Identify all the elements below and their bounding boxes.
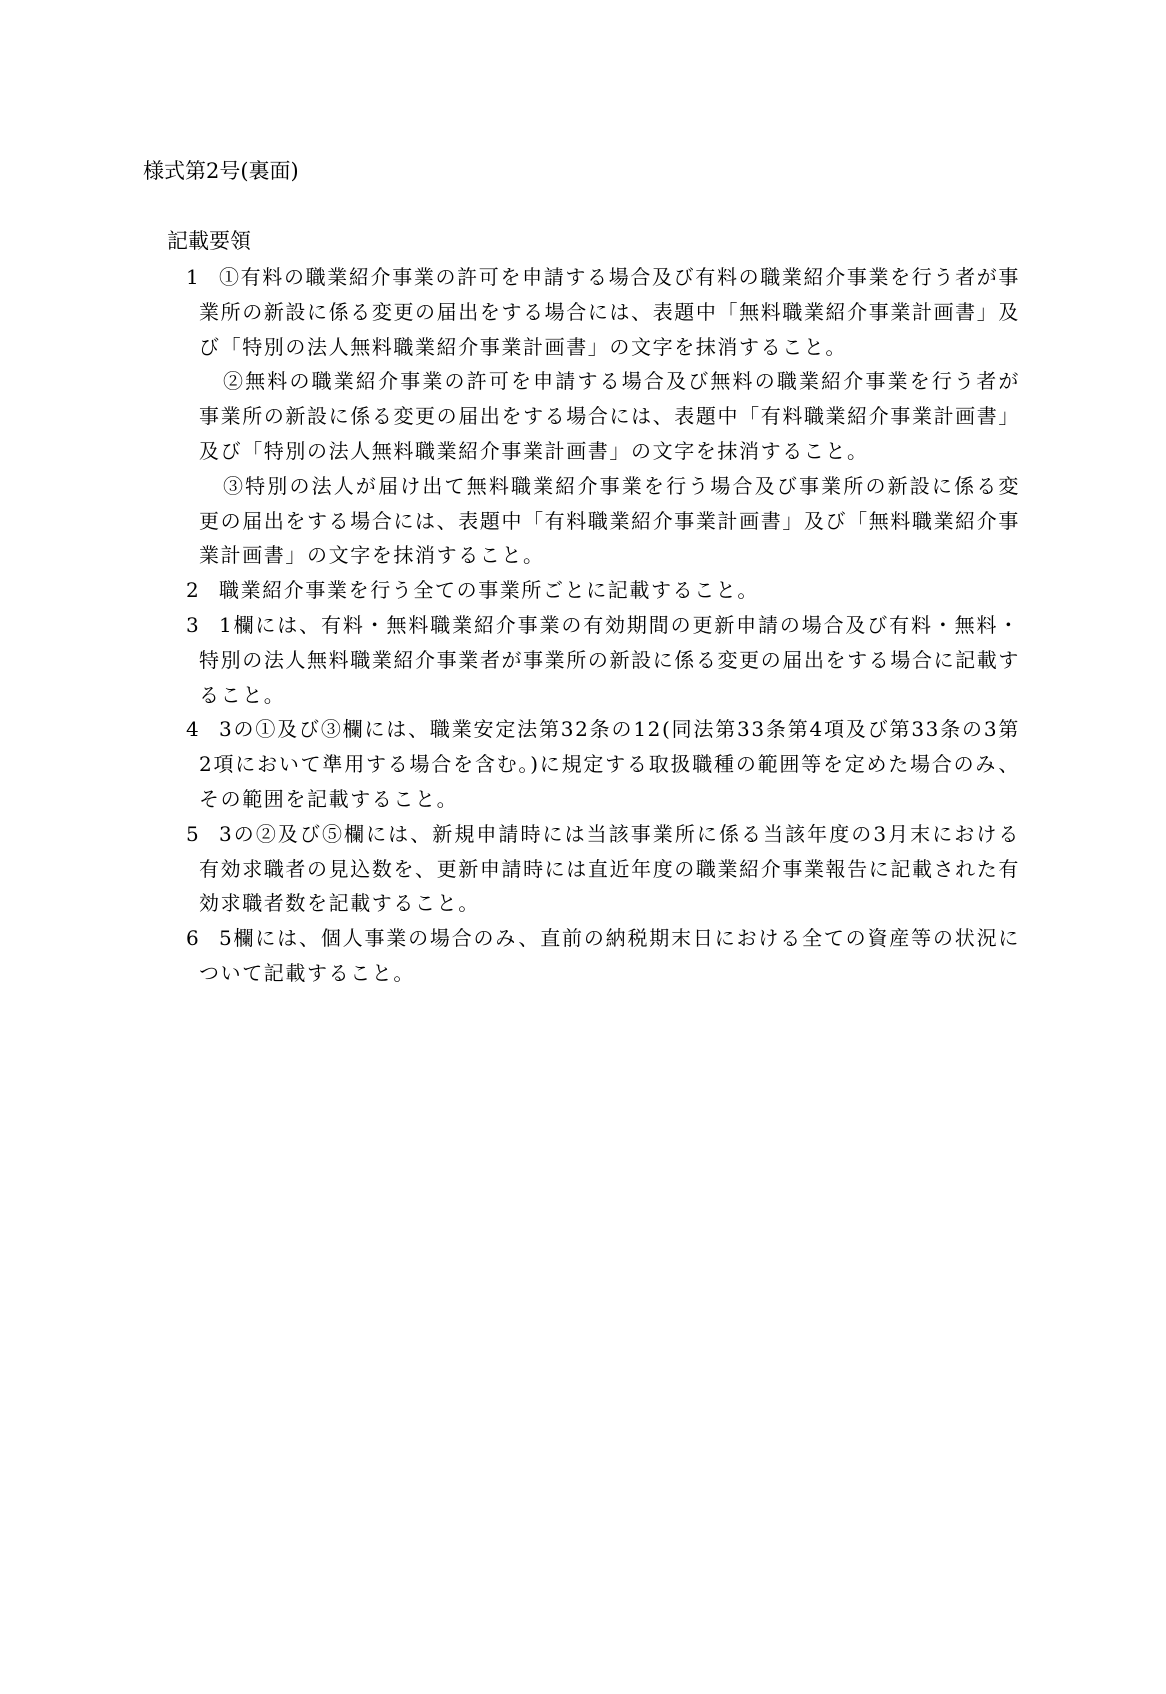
instruction-item-6: [186, 921, 1020, 991]
item-number: 2: [186, 578, 201, 603]
item-paragraph: ②無料の職業紹介事業の許可を申請する場合及び無料の職業紹介事業を行う者が事業所の新設に係る変更の届出をする場合には、表題中「有料職業紹介事業計画書」及び「特別の法人無料職業紹介事業計画書」の文字を抹消すること。: [199, 369, 1020, 463]
item-number: 4: [186, 717, 201, 742]
instruction-item-3: [186, 608, 1020, 712]
item-body: [199, 608, 1020, 712]
item-body: [199, 712, 1020, 816]
form-number-label: 様式第2号(裏面): [143, 159, 299, 183]
instruction-item-1: [186, 260, 1020, 573]
instruction-item-5: [186, 817, 1020, 921]
instruction-item-4: [186, 712, 1020, 816]
item-body: [199, 573, 1020, 608]
section-heading: 記載要領: [167, 229, 251, 253]
instruction-item-2: [186, 573, 1020, 608]
item-paragraph: 職業紹介事業を行う全ての事業所ごとに記載すること。: [219, 578, 759, 603]
item-number: 1: [186, 265, 201, 289]
item-body: [199, 921, 1020, 991]
item-paragraph: 3の①及び③欄には、職業安定法第32条の12(同法第33条第4項及び第33条の3第2項において準用する場合を含む。)に規定する取扱職種の範囲等を定めた場合のみ、その範囲を記載すること。: [199, 717, 1020, 811]
item-paragraph: ③特別の法人が届け出て無料職業紹介事業を行う場合及び事業所の新設に係る変更の届出をする場合には、表題中「有料職業紹介事業計画書」及び「無料職業紹介事業計画書」の文字を抹消すること。: [199, 473, 1020, 568]
item-paragraph: 1欄には、有料・無料職業紹介事業の有効期間の更新申請の場合及び有料・無料・特別の法人無料職業紹介事業者が事業所の新設に係る変更の届出をする場合に記載すること。: [199, 612, 1020, 707]
item-paragraph: ①有料の職業紹介事業の許可を申請する場合及び有料の職業紹介事業を行う者が事業所の新設に係る変更の届出をする場合には、表題中「無料職業紹介事業計画書」及び「特別の法人無料職業紹介事業計画書」の文字を抹消すること。: [199, 265, 1020, 359]
item-body: [199, 260, 1020, 573]
item-paragraph: 3の②及び⑤欄には、新規申請時には当該事業所に係る当該年度の3月末における有効求職者の見込数を、更新申請時には直近年度の職業紹介事業報告に記載された有効求職者数を記載すること。: [199, 821, 1020, 916]
item-paragraph: 5欄には、個人事業の場合のみ、直前の納税期末日における全ての資産等の状況について記載すること。: [199, 926, 1020, 985]
item-body: [199, 817, 1020, 921]
item-number: 5: [186, 821, 201, 846]
instruction-list: [186, 260, 1020, 991]
item-number: 6: [186, 926, 201, 951]
item-number: 3: [186, 612, 201, 637]
